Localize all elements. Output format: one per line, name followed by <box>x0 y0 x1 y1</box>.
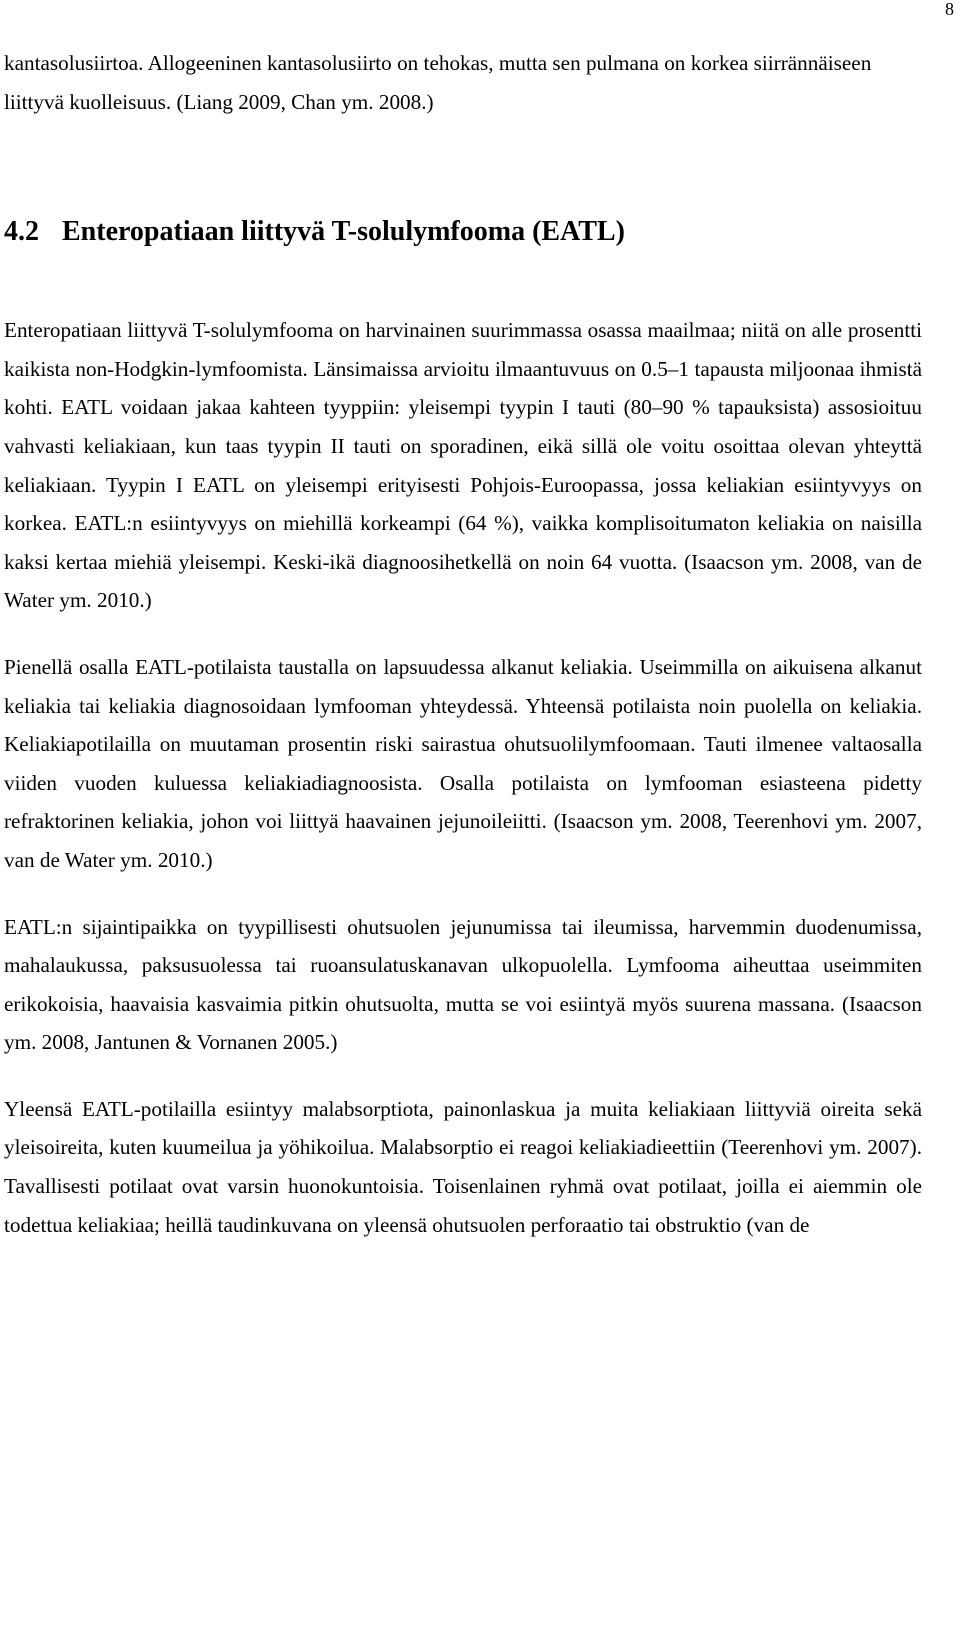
paragraph-eatl-location: EATL:n sijaintipaikka on tyypillisesti ohutsuolen jejunumissa tai ileumissa, harvemmin duodenumissa, mahalaukussa, paksusuolessa tai ruoansulatuskanavan ulkopuolella. Lymfooma aiheuttaa useimmiten erikokoisia, haavaisia kasvaimia pitkin ohutsuolta, mutta se voi esiintyä myös suurena massana. (Isaacson ym. 2008, Jantunen & Vornanen 2005.) <box>4 914 922 1055</box>
page-number: 8 <box>945 0 954 19</box>
intro-paragraph: kantasolusiirtoa. Allogeeninen kantasolusiirto on tehokas, mutta sen pulmana on korkea siirrännäiseen liittyvä kuolleisuus. (Liang 2009, Chan ym. 2008.) <box>4 51 872 114</box>
document-body <box>4 44 922 1244</box>
paragraph-eatl-symptoms: Yleensä EATL-potilailla esiintyy malabsorptiota, painonlaskua ja muita keliakiaan liittyviä oireita sekä yleisoireita, kuten kuumeilua ja yöhikoilua. Malabsorptio ei reagoi keliakiadieettiin (Teerenhovi ym. 2007). Tavallisesti potilaat ovat varsin huonokuntoisia. Toisenlainen ryhmä ovat potilaat, joilla ei aiemmin ole todettua keliakiaa; heillä taudinkuvana on yleensä ohutsuolen perforaatio tai obstruktio (van de <box>4 1096 922 1237</box>
section-heading <box>4 212 922 252</box>
section-number: 4.2 <box>4 216 39 248</box>
section-title: Enteropatiaan liittyvä T-solulymfooma (EATL) <box>62 216 625 248</box>
paragraph-eatl-celiac: Pienellä osalla EATL-potilaista taustalla on lapsuudessa alkanut keliakia. Useimmilla on aikuisena alkanut keliakia tai keliakia diagnosoidaan lymfooman yhteydessä. Yhteensä potilaista noin puolella on keliakia. Keliakiapotilailla on muutaman prosentin riski sairastua ohutsuolilymfoomaan. Tauti ilmenee valtaosalla viiden vuoden kuluessa keliakiadiagnoosista. Osalla potilaista on lymfooman esiasteena pidetty refraktorinen keliakia, johon voi liittyä haavainen jejunoileiitti. (Isaacson ym. 2008, Teerenhovi ym. 2007, van de Water ym. 2010.) <box>4 654 922 872</box>
paragraph-eatl-epidemiology: Enteropatiaan liittyvä T-solulymfooma on harvinainen suurimmassa osassa maailmaa; niitä on alle prosentti kaikista non-Hodgkin-lymfoomista. Länsimaissa arvioitu ilmaantuvuus on 0.5–1 tapausta miljoonaa ihmistä kohti. EATL voidaan jakaa kahteen tyyppiin: yleisempi tyypin I tauti (80–90 % tapauksista) assosioituu vahvasti keliakiaan, kun taas tyypin II tauti on sporadinen, eikä sillä ole voitu osoittaa olevan yhteyttä keliakiaan. Tyypin I EATL on yleisempi erityisesti Pohjois-Euroopassa, jossa keliakian esiintyvyys on korkea. EATL:n esiintyvyys on miehillä korkeampi (64 %), vaikka komplisoitumaton keliakia on naisilla kaksi kertaa miehiä yleisempi. Keski-ikä diagnoosihetkellä on noin 64 vuotta. (Isaacson ym. 2008, van de Water ym. 2010.) <box>4 318 922 613</box>
